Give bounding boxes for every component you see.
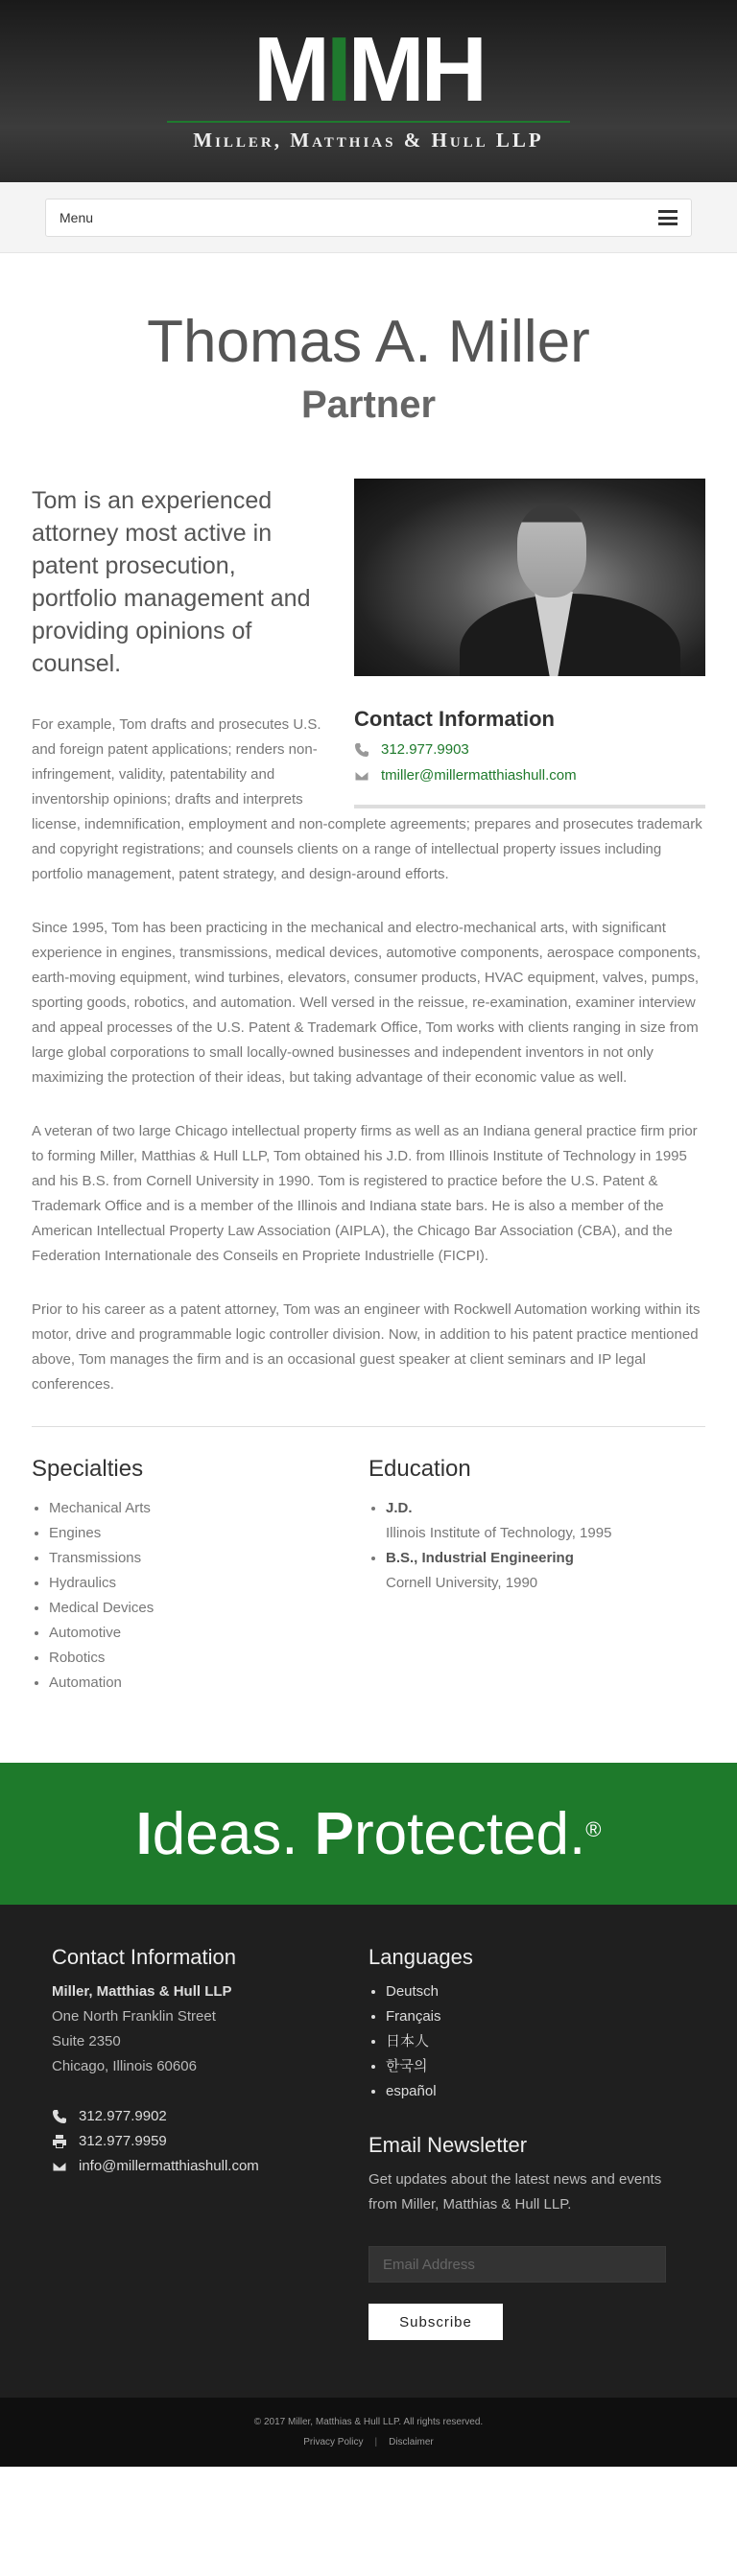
contact-phone-row xyxy=(354,741,705,758)
footer-email-row[interactable] xyxy=(52,2154,368,2179)
fax-icon xyxy=(52,2134,67,2149)
contact-email-row xyxy=(354,767,705,784)
education-degree: J.D. xyxy=(386,1500,413,1516)
person-role: Partner xyxy=(300,384,437,426)
list-item: • Hydraulics xyxy=(49,1571,368,1596)
bottom-bar xyxy=(0,2398,737,2467)
logo-letter-green: I xyxy=(326,18,348,121)
specialties-education xyxy=(32,1456,705,1763)
contact-email-link[interactable]: tmiller@millermatthiashull.com xyxy=(381,767,577,784)
lead-paragraph: Tom is an experienced attorney most active in patent prosecution, portfolio management and providing opinions of counsel. xyxy=(32,487,311,677)
menu-label: Menu xyxy=(59,210,94,225)
education-school: Illinois Institute of Technology, 1995 xyxy=(386,1525,612,1541)
subscribe-button[interactable]: Subscribe xyxy=(368,2304,503,2340)
banner-text: deas. xyxy=(152,1800,315,1867)
copyright: © 2017 Miller, Matthias & Hull LLP. All rights reserved. xyxy=(253,2417,484,2427)
footer-fax: 312.977.9959 xyxy=(79,2133,167,2149)
education-school: Cornell University, 1990 xyxy=(386,1575,538,1591)
envelope-icon xyxy=(354,768,369,784)
logo-letter: M xyxy=(253,18,326,121)
language-link[interactable]: • Français xyxy=(386,2004,685,2029)
footer-firm-name: Miller, Matthias & Hull LLP xyxy=(52,1983,232,2000)
specialties-list xyxy=(32,1496,368,1696)
education-title: Education xyxy=(368,1456,471,1482)
specialties-section xyxy=(32,1456,368,1696)
logo-letter: H xyxy=(420,18,484,121)
specialties-title: Specialties xyxy=(32,1456,144,1482)
nav-area xyxy=(0,182,737,253)
logo-firm-name: Miller, Matthias & Hull LLP xyxy=(193,129,544,152)
list-item: • Medical Devices xyxy=(49,1596,368,1621)
logo-rule xyxy=(167,121,570,123)
bio-paragraph: Since 1995, Tom has been practicing in the mechanical and electro-mechanical arts, with significant experience in engines, transmissions, medical devices, automotive components, aerospace components, earth-moving equipment, wind turbines, elevators, consumer products, HVAC equipment, valves, pumps, sporting goods, robotics, and automation. Well versed in the reissue, re-examination, examiner interview and appeal processes of the U.S. Patent & Trademark Office, Tom works with clients ranging in size from large global corporations to small locally-owned businesses and independent inventors in not only maximizing the protection of their ideas, but taking advantage of their economic value as well. xyxy=(32,920,701,1086)
list-item xyxy=(386,1496,705,1546)
language-link[interactable]: • español xyxy=(386,2079,685,2104)
footer-address: Chicago, Illinois 60606 xyxy=(52,2058,197,2074)
bio-paragraph: A veteran of two large Chicago intellectual property firms as well as an Indiana general practice firm prior to forming Miller, Matthias & Hull LLP, Tom obtained his J.D. from Illinois Institute of Technology in 1995 and his B.S. from Cornell University in 1990. Tom is registered to practice before the U.S. Patent & Trademark Office and is a member of the Illinois and Indiana state bars. He is also a member of the American Intellectual Property Law Association (AIPLA), the Chicago Bar Association (CBA), and the Federation Internationale des Conseils en Propriete Industrielle (FICPI). xyxy=(32,1123,698,1264)
footer-contact-title: Contact Information xyxy=(52,1945,236,1969)
site-header xyxy=(0,0,737,182)
education-section xyxy=(368,1456,705,1696)
footer-email: info@millermatthiashull.com xyxy=(79,2158,259,2174)
banner-initial: P xyxy=(314,1800,355,1867)
newsletter-email-input[interactable] xyxy=(368,2246,666,2283)
tagline-banner xyxy=(0,1763,737,1905)
site-footer xyxy=(0,1905,737,2398)
page-title: Thomas A. Miller xyxy=(147,309,590,375)
language-link[interactable]: • 한국의 xyxy=(386,2054,685,2079)
list-item: • Engines xyxy=(49,1521,368,1546)
disclaimer-link[interactable]: Disclaimer xyxy=(389,2437,434,2447)
contact-title: Contact Information xyxy=(354,707,555,731)
footer-fax-row xyxy=(52,2129,368,2154)
footer-phone: 312.977.9902 xyxy=(79,2108,167,2124)
section-divider xyxy=(32,1426,705,1427)
list-item: • Automotive xyxy=(49,1621,368,1646)
banner-text: rotected. xyxy=(354,1800,586,1867)
language-link[interactable]: • 日本人 xyxy=(386,2029,685,2054)
list-item: • Transmissions xyxy=(49,1546,368,1571)
contact-sidebar xyxy=(354,479,705,808)
legal-links xyxy=(0,2437,737,2447)
footer-right xyxy=(368,1945,685,2340)
link-separator: | xyxy=(374,2437,378,2447)
contact-phone-link[interactable]: 312.977.9903 xyxy=(381,741,469,758)
firm-logo[interactable] xyxy=(0,18,737,152)
banner-initial: I xyxy=(135,1800,153,1867)
bio-paragraph: For example, Tom drafts and prosecutes U.S. and foreign patent applications; renders non-infringement, validity, patentability and inventorship opinions; drafts and interprets license, indemnification, employment and non-complete agreements; prepares and prosecutes trademark and copyright registrations; and counsels clients on a range of intellectual property issues including portfolio management, patent strategy, and design-around efforts. xyxy=(32,716,702,882)
list-item: • Robotics xyxy=(49,1646,368,1671)
newsletter-title: Email Newsletter xyxy=(368,2133,528,2157)
languages-list xyxy=(368,1979,685,2104)
languages-title: Languages xyxy=(368,1945,473,1969)
profile-top xyxy=(32,479,705,887)
envelope-icon xyxy=(52,2159,67,2174)
newsletter-text: Get updates about the latest news and events from Miller, Matthias & Hull LLP. xyxy=(368,2171,662,2213)
attorney-photo xyxy=(354,479,705,676)
list-item: • Mechanical Arts xyxy=(49,1496,368,1521)
phone-icon xyxy=(354,742,369,758)
logo-letter: M xyxy=(347,18,421,121)
education-list xyxy=(368,1496,705,1596)
education-degree: B.S., Industrial Engineering xyxy=(386,1550,574,1566)
footer-phone-row[interactable] xyxy=(52,2104,368,2129)
list-item: • Automation xyxy=(49,1671,368,1696)
contact-divider xyxy=(354,805,705,808)
logo-mark xyxy=(0,18,737,121)
hamburger-icon[interactable] xyxy=(658,210,678,225)
footer-address: One North Franklin Street xyxy=(52,2008,216,2025)
menu-toggle[interactable] xyxy=(45,199,692,237)
title-block xyxy=(0,253,737,431)
footer-address: Suite 2350 xyxy=(52,2033,121,2049)
footer-contact xyxy=(52,1945,368,2340)
privacy-policy-link[interactable]: Privacy Policy xyxy=(303,2437,364,2447)
list-item xyxy=(386,1546,705,1596)
language-link[interactable]: • Deutsch xyxy=(386,1979,685,2004)
registered-mark: ® xyxy=(585,1817,602,1841)
main-content xyxy=(0,479,737,1763)
bio-paragraph: Prior to his career as a patent attorney, Tom was an engineer with Rockwell Automation working within its motor, drive and programmable logic controller division. Now, in addition to his patent practice mentioned above, Tom manages the firm and is an occasional guest speaker at client seminars and IP legal conferences. xyxy=(32,1301,701,1393)
phone-icon xyxy=(52,2109,67,2124)
